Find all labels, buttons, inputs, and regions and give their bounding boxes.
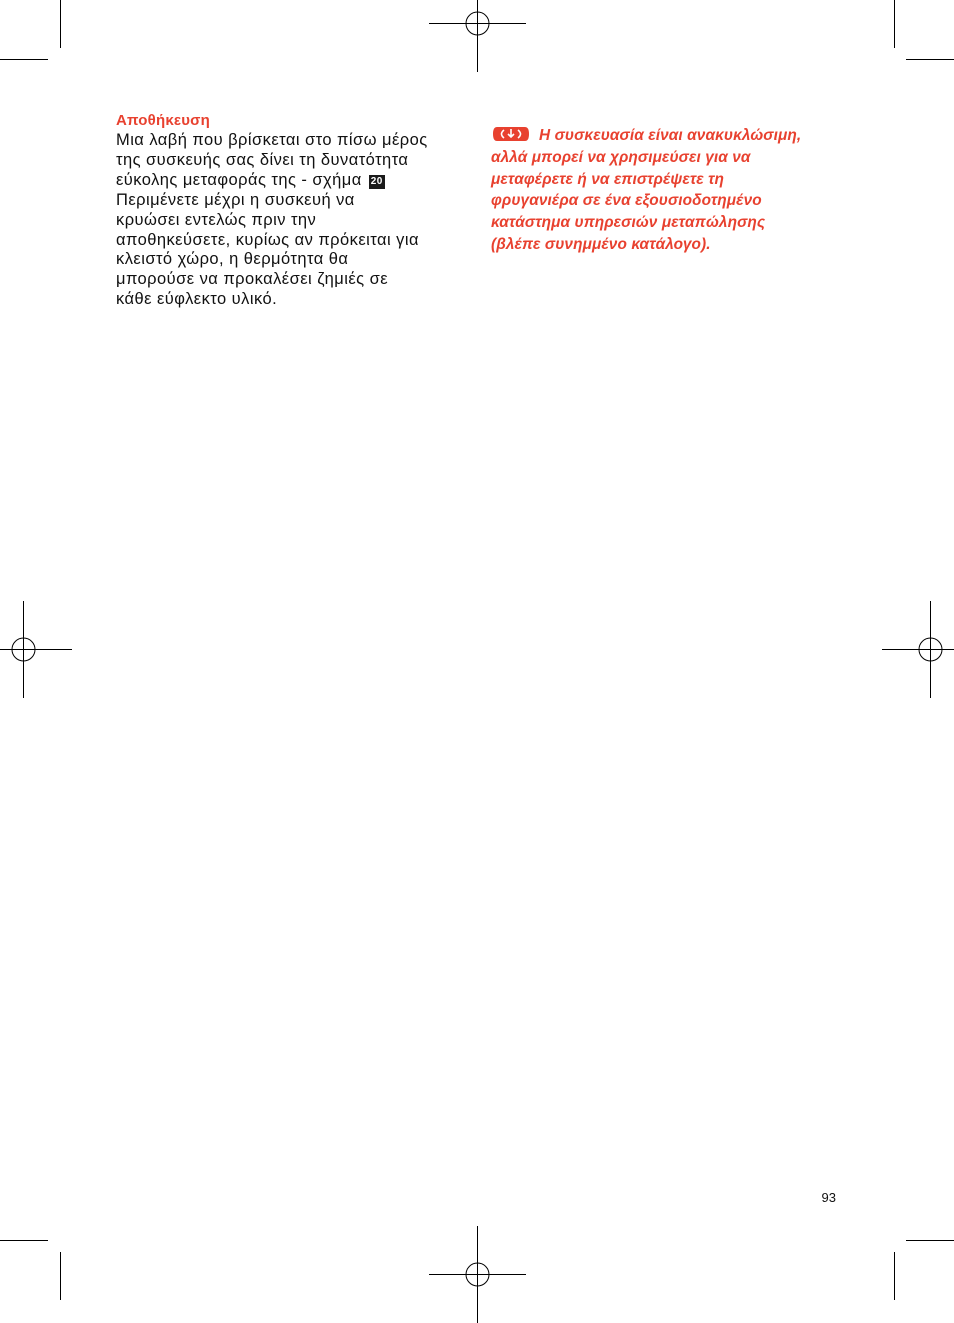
crop-mark	[906, 1240, 954, 1241]
registration-mark-bottom-icon	[429, 1226, 526, 1323]
recycling-line: αλλά μπορεί να χρησιμεύσει για να	[491, 148, 751, 166]
storage-heading: Αποθήκευση	[116, 112, 210, 129]
recycling-line: κατάστημα υπηρεσιών μεταπώλησης	[491, 214, 766, 232]
crop-mark	[60, 1252, 61, 1300]
registration-mark-top-icon	[429, 0, 526, 72]
crop-mark	[894, 0, 895, 48]
storage-line: κάθε εύφλεκτο υλικό.	[116, 290, 278, 309]
registration-mark-left-icon	[0, 601, 72, 698]
page-number: 93	[821, 1190, 836, 1205]
storage-line: Μια λαβή που βρίσκεται στο πίσω μέρος	[116, 131, 428, 149]
recycle-icon	[491, 124, 531, 144]
storage-line: μπορούσε να προκαλέσει ζημιές σε	[116, 270, 389, 289]
storage-section	[116, 111, 476, 310]
storage-line: της συσκευής σας δίνει τη δυνατότητα	[116, 150, 409, 169]
registration-mark-right-icon	[882, 601, 954, 698]
recycling-note	[491, 124, 851, 256]
storage-line: κρυώσει εντελώς πριν την	[116, 210, 317, 229]
storage-text	[116, 131, 476, 310]
recycling-line: φρυγανιέρα σε ένα εξουσιοδοτημένο	[491, 192, 762, 210]
recycling-line: (βλέπε συνημμένο κατάλογο).	[491, 235, 711, 253]
storage-line: εύκολης μεταφοράς της - σχήμα	[116, 170, 362, 189]
storage-line: κλειστό χώρο, η θερμότητα θα	[116, 250, 349, 269]
recycling-line: Η συσκευασία είναι ανακυκλώσιμη,	[539, 127, 802, 144]
recycling-line: μεταφέρετε ή να επιστρέψετε τη	[491, 170, 725, 188]
crop-mark	[894, 1252, 895, 1300]
recycling-text	[491, 124, 851, 256]
figure-reference-badge: 20	[370, 175, 383, 187]
crop-mark	[0, 59, 48, 60]
crop-mark	[0, 1240, 48, 1241]
storage-line: αποθηκεύσετε, κυρίως αν πρόκειται για	[116, 230, 419, 249]
crop-mark	[906, 59, 954, 60]
crop-mark	[60, 0, 61, 48]
storage-line: Περιμένετε μέχρι η συσκευή να	[116, 190, 355, 209]
